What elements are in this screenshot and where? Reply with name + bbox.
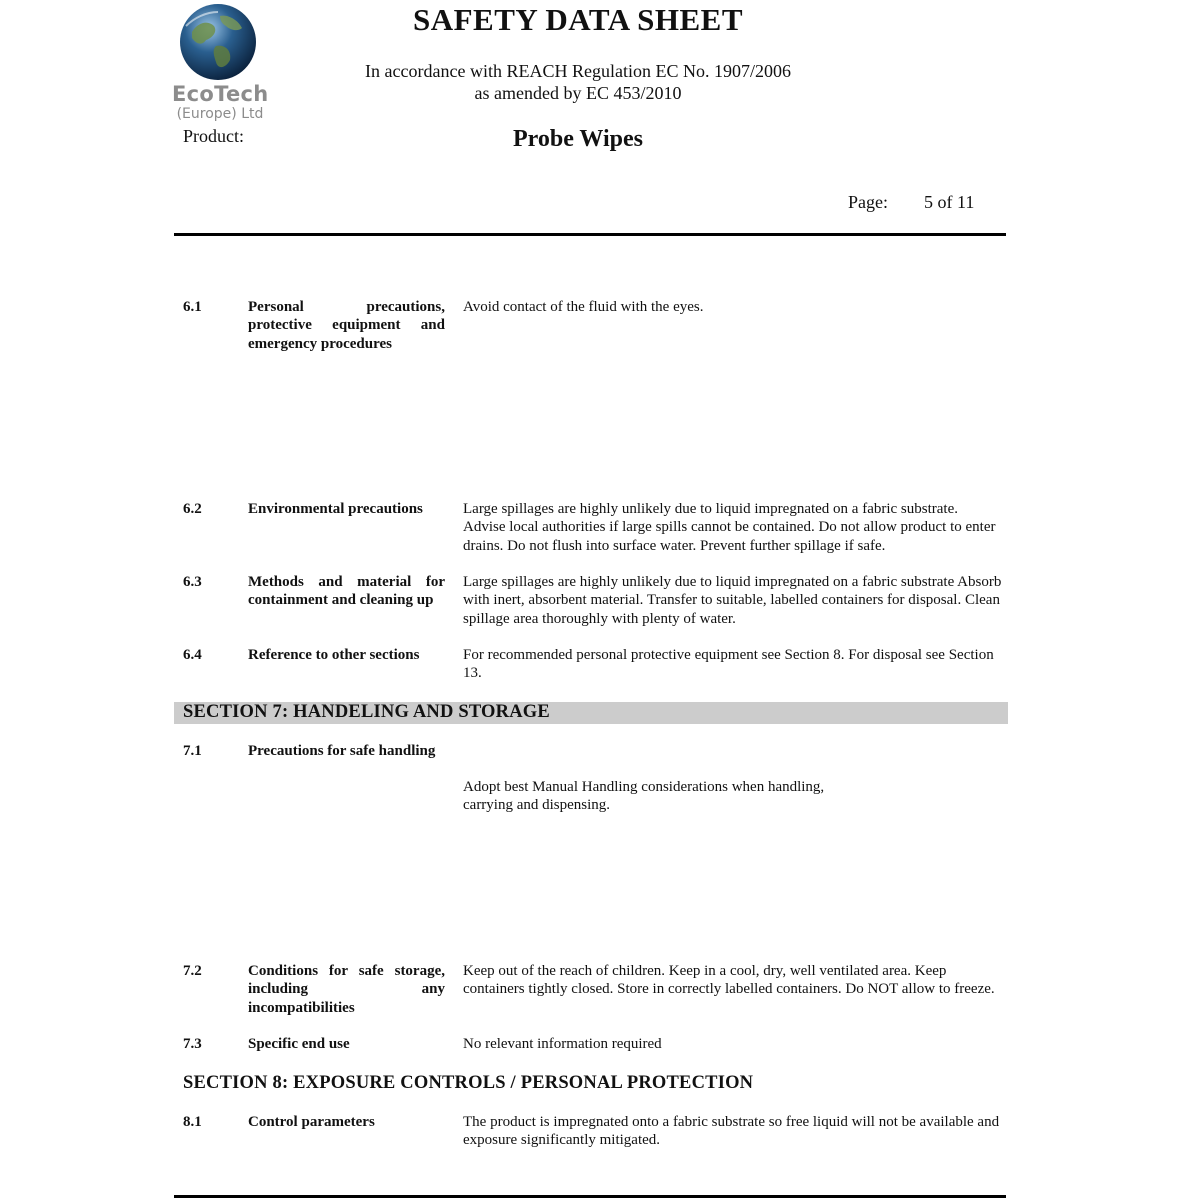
page-label: Page: xyxy=(848,192,888,212)
logo-text xyxy=(172,82,268,122)
footer-divider xyxy=(174,1195,1006,1198)
item-label: Reference to other sections xyxy=(248,647,420,663)
item-text: No relevant information required xyxy=(463,1036,662,1052)
item-label: Personal precautions, protective equipment and emergency procedures xyxy=(248,299,445,352)
item-number: 6.4 xyxy=(183,647,202,663)
item-text: Keep out of the reach of children. Keep in a cool, dry, well ventilated area. Keep containers tightly closed. Store in correctly labelled containers. Do NOT allow to freeze. xyxy=(463,963,995,998)
section-8-title: SECTION 8: EXPOSURE CONTROLS / PERSONAL PROTECTION xyxy=(183,1073,754,1093)
item-number: 7.2 xyxy=(183,963,202,979)
item-text-line-2: carrying and dispensing. xyxy=(463,797,611,814)
item-number: 7.3 xyxy=(183,1036,202,1052)
item-text: Large spillages are highly unlikely due to liquid impregnated on a fabric substrate Absorb with inert, absorbent material. Transfer to suitable, labelled containers for disposal. Clean spillage area thoroughly with plenty of water. xyxy=(463,574,1002,627)
product-label: Product: xyxy=(183,126,244,146)
header-divider xyxy=(174,233,1006,236)
item-label: Specific end use xyxy=(248,1036,350,1052)
item-label: Conditions for safe storage, including any incompatibilities xyxy=(248,963,445,1016)
item-text xyxy=(463,778,1003,815)
section-7-title: SECTION 7: HANDELING AND STORAGE xyxy=(183,702,550,722)
item-number: 6.2 xyxy=(183,501,202,517)
item-label: Precautions for safe handling xyxy=(248,743,436,759)
item-text-line-1: Adopt best Manual Handling considerations when handling, xyxy=(463,779,825,795)
logo-subtitle: (Europe) Ltd xyxy=(176,106,264,122)
item-text: The product is impregnated onto a fabric substrate so free liquid will not be available and exposure significantly mitigated. xyxy=(463,1114,1000,1149)
item-text: Avoid contact of the fluid with the eyes. xyxy=(463,299,704,315)
item-label: Methods and material for containment and cleaning up xyxy=(248,574,445,609)
page-number: 5 of 11 xyxy=(924,192,975,212)
item-label: Control parameters xyxy=(248,1114,375,1130)
regulation-line-1: In accordance with REACH Regulation EC No. 1907/2006 xyxy=(365,61,791,81)
item-number: 6.3 xyxy=(183,574,202,590)
regulation-line-2: as amended by EC 453/2010 xyxy=(474,83,682,103)
item-text: For recommended personal protective equipment see Section 8. For disposal see Section 13. xyxy=(463,647,994,682)
item-text: Large spillages are highly unlikely due to liquid impregnated on a fabric substrate. Advise local authorities if large spills cannot be contained. Do not allow product to enter drains. Do not flush into surface water. Prevent further spillage if safe. xyxy=(463,501,996,554)
product-name: Probe Wipes xyxy=(512,126,644,152)
item-number: 8.1 xyxy=(183,1114,202,1130)
logo-name: EcoTech xyxy=(172,82,269,106)
item-number: 7.1 xyxy=(183,743,202,759)
document-title: SAFETY DATA SHEET xyxy=(412,2,744,37)
item-label: Environmental precautions xyxy=(248,501,423,517)
item-number: 6.1 xyxy=(183,299,202,315)
regulation-text xyxy=(300,60,856,104)
